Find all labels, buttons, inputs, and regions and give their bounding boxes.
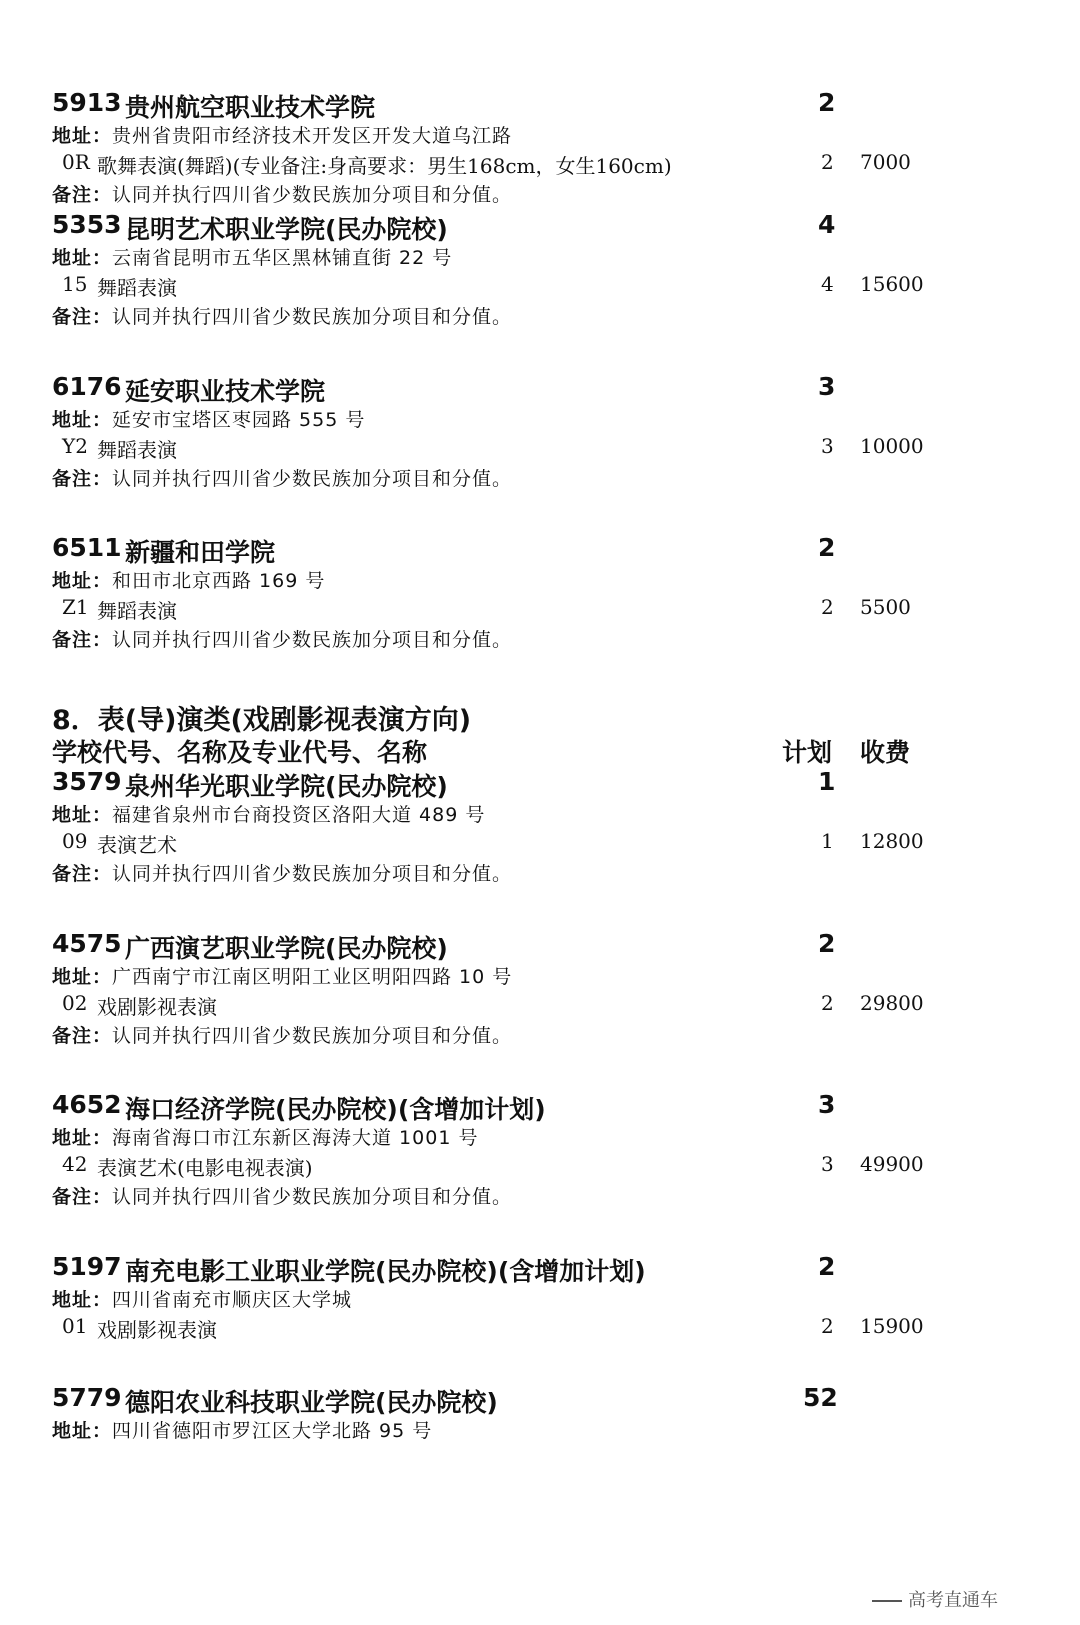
note-row	[0, 464, 1080, 496]
school-name: 广西演艺职业学院(民办院校)	[125, 934, 448, 963]
address-label: 地址：	[52, 125, 113, 147]
school-name: 海口经济学院(民办院校)(含增加计划)	[125, 1095, 546, 1124]
major-code: Z1	[62, 595, 89, 619]
school-plan: 52	[803, 1383, 838, 1412]
school-row	[0, 210, 1080, 242]
school-plan: 2	[818, 929, 836, 958]
school-plan: 2	[818, 88, 836, 117]
major-name: 表演艺术	[97, 833, 177, 857]
school-code: 4652	[52, 1090, 122, 1119]
address-text: 广西南宁市江南区明阳工业区明阳四路 10 号	[112, 966, 513, 988]
major-fee: 49900	[860, 1152, 924, 1176]
note-row	[0, 1182, 1080, 1214]
major-name: 舞蹈表演	[97, 438, 177, 462]
major-plan: 3	[821, 434, 834, 458]
address-text: 海南省海口市江东新区海涛大道 1001 号	[112, 1127, 479, 1149]
address-label: 地址：	[52, 966, 113, 988]
major-plan: 2	[821, 595, 834, 619]
school-row	[0, 372, 1080, 404]
note-text: 认同并执行四川省少数民族加分项目和分值。	[112, 468, 513, 490]
address-text: 贵州省贵阳市经济技术开发区开发大道乌江路	[112, 125, 513, 147]
major-fee: 7000	[860, 150, 911, 174]
major-name: 戏剧影视表演	[97, 995, 217, 1019]
address-text: 福建省泉州市台商投资区洛阳大道 489 号	[112, 804, 486, 826]
major-fee: 29800	[860, 991, 924, 1015]
address-row	[0, 243, 1080, 275]
address-label: 地址：	[52, 1127, 113, 1149]
note-text: 认同并执行四川省少数民族加分项目和分值。	[112, 863, 513, 885]
school-row	[0, 1383, 1080, 1415]
note-text: 认同并执行四川省少数民族加分项目和分值。	[112, 184, 513, 206]
school-row	[0, 533, 1080, 565]
header-plan: 计划	[782, 738, 833, 767]
address-text: 延安市宝塔区枣园路 555 号	[112, 409, 366, 431]
address-row	[0, 405, 1080, 437]
watermark	[872, 1586, 998, 1612]
address-text: 四川省南充市顺庆区大学城	[112, 1289, 353, 1311]
school-plan: 2	[818, 1252, 836, 1281]
school-code: 5913	[52, 88, 122, 117]
note-row	[0, 859, 1080, 891]
school-code: 5353	[52, 210, 122, 239]
school-name: 贵州航空职业技术学院	[125, 93, 376, 122]
watermark-text: 高考直通车	[908, 1590, 998, 1611]
school-code: 5197	[52, 1252, 122, 1281]
major-row	[0, 829, 1080, 861]
note-label: 备注：	[52, 184, 113, 206]
school-name: 泉州华光职业学院(民办院校)	[125, 772, 448, 801]
school-name: 德阳农业科技职业学院(民办院校)	[125, 1388, 498, 1417]
major-row	[0, 150, 1080, 182]
school-row	[0, 767, 1080, 799]
school-name: 昆明艺术职业学院(民办院校)	[125, 215, 448, 244]
major-code: 02	[62, 991, 88, 1015]
address-label: 地址：	[52, 247, 113, 269]
address-text: 云南省昆明市五华区黑林铺直街 22 号	[112, 247, 453, 269]
column-header-row	[0, 733, 1080, 765]
major-row	[0, 272, 1080, 304]
major-code: 15	[62, 272, 88, 296]
school-name: 南充电影工业职业学院(民办院校)(含增加计划)	[125, 1257, 646, 1286]
address-label: 地址：	[52, 570, 113, 592]
major-code: 0R	[62, 150, 90, 174]
school-code: 3579	[52, 767, 122, 796]
address-row	[0, 962, 1080, 994]
school-row	[0, 929, 1080, 961]
major-plan: 1	[821, 829, 834, 853]
major-fee: 15600	[860, 272, 924, 296]
major-plan: 2	[821, 150, 834, 174]
major-code: 42	[62, 1152, 88, 1176]
address-label: 地址：	[52, 1289, 113, 1311]
major-code: 01	[62, 1314, 88, 1338]
address-row	[0, 1285, 1080, 1317]
major-code: Y2	[62, 434, 88, 458]
note-row	[0, 1021, 1080, 1053]
school-plan: 2	[818, 533, 836, 562]
note-text: 认同并执行四川省少数民族加分项目和分值。	[112, 1025, 513, 1047]
school-code: 5779	[52, 1383, 122, 1412]
header-fee: 收费	[860, 738, 911, 767]
major-name: 歌舞表演(舞蹈)(专业备注:身高要求：男生168cm，女生160cm)	[97, 154, 672, 178]
address-row	[0, 566, 1080, 598]
major-name: 舞蹈表演	[97, 276, 177, 300]
school-code: 6511	[52, 533, 122, 562]
major-name: 戏剧影视表演	[97, 1318, 217, 1342]
note-label: 备注：	[52, 1025, 113, 1047]
note-label: 备注：	[52, 468, 113, 490]
major-plan: 2	[821, 991, 834, 1015]
address-row	[0, 1123, 1080, 1155]
school-row	[0, 88, 1080, 120]
major-fee: 10000	[860, 434, 924, 458]
note-row	[0, 180, 1080, 212]
school-plan: 4	[818, 210, 836, 239]
major-plan: 2	[821, 1314, 834, 1338]
major-plan: 4	[821, 272, 834, 296]
note-label: 备注：	[52, 863, 113, 885]
note-label: 备注：	[52, 306, 113, 328]
major-name: 表演艺术(电影电视表演)	[97, 1156, 313, 1180]
major-row	[0, 1314, 1080, 1346]
major-fee: 5500	[860, 595, 911, 619]
address-row	[0, 121, 1080, 153]
school-plan: 3	[818, 372, 836, 401]
address-label: 地址：	[52, 409, 113, 431]
major-fee: 12800	[860, 829, 924, 853]
note-row	[0, 302, 1080, 334]
watermark-dash	[872, 1600, 902, 1602]
header-left: 学校代号、名称及专业代号、名称	[52, 738, 428, 767]
address-text: 和田市北京西路 169 号	[112, 570, 326, 592]
note-text: 认同并执行四川省少数民族加分项目和分值。	[112, 629, 513, 651]
note-text: 认同并执行四川省少数民族加分项目和分值。	[112, 1186, 513, 1208]
major-row	[0, 434, 1080, 466]
school-row	[0, 1090, 1080, 1122]
major-row	[0, 991, 1080, 1023]
school-code: 4575	[52, 929, 122, 958]
address-label: 地址：	[52, 1420, 113, 1442]
school-plan: 3	[818, 1090, 836, 1119]
section-title: 8．表(导)演类(戏剧影视表演方向)	[52, 705, 472, 736]
section-title-row	[0, 698, 1080, 736]
note-label: 备注：	[52, 1186, 113, 1208]
school-name: 延安职业技术学院	[125, 377, 326, 406]
address-text: 四川省德阳市罗江区大学北路 95 号	[112, 1420, 433, 1442]
school-code: 6176	[52, 372, 122, 401]
note-row	[0, 625, 1080, 657]
major-name: 舞蹈表演	[97, 599, 177, 623]
major-fee: 15900	[860, 1314, 924, 1338]
school-name: 新疆和田学院	[125, 538, 276, 567]
address-row	[0, 800, 1080, 832]
major-row	[0, 595, 1080, 627]
major-plan: 3	[821, 1152, 834, 1176]
major-code: 09	[62, 829, 88, 853]
note-label: 备注：	[52, 629, 113, 651]
address-label: 地址：	[52, 804, 113, 826]
address-row	[0, 1416, 1080, 1448]
school-row	[0, 1252, 1080, 1284]
note-text: 认同并执行四川省少数民族加分项目和分值。	[112, 306, 513, 328]
school-plan: 1	[818, 767, 836, 796]
major-row	[0, 1152, 1080, 1184]
